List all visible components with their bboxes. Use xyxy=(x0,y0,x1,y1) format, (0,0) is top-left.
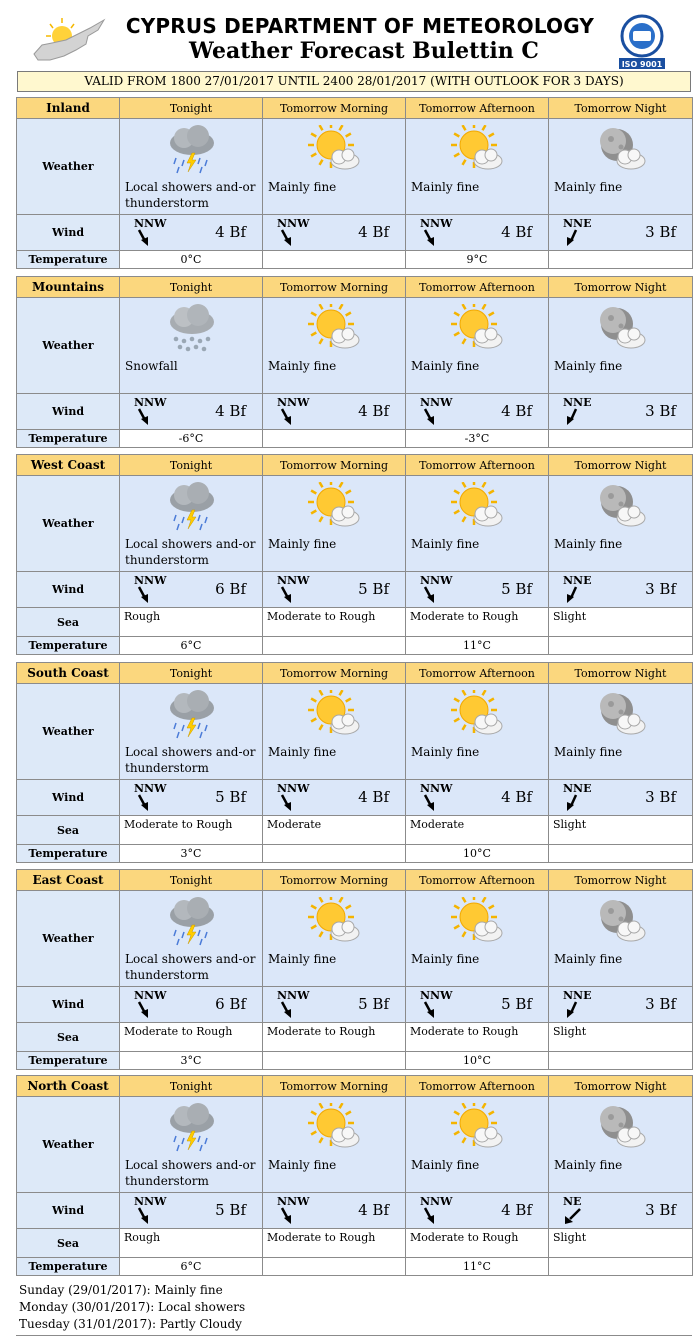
moon-cloud-icon xyxy=(591,690,651,740)
wind-cell xyxy=(406,987,549,1023)
temperature-value: 9°C xyxy=(406,251,549,269)
bulletin-title: Weather Forecast Bulettin C xyxy=(189,38,539,64)
wind-force: 3 Bf xyxy=(645,402,676,420)
weather-description: Mainly fine xyxy=(268,359,337,373)
forecast-table-west-coast xyxy=(16,454,693,655)
temperature-value: 6°C xyxy=(120,637,263,655)
thunder-rain-icon xyxy=(162,897,222,947)
period-header: Tomorrow Afternoon xyxy=(406,1076,549,1097)
period-header: Tonight xyxy=(120,870,263,891)
temperature-label: Temperature xyxy=(17,251,120,269)
weather-description: Mainly fine xyxy=(554,745,623,759)
wind-arrow-icon xyxy=(420,586,440,604)
wind-force: 3 Bf xyxy=(645,788,676,806)
wind-force: 3 Bf xyxy=(645,580,676,598)
wind-direction: NNW xyxy=(420,1195,453,1208)
wind-arrow-icon xyxy=(134,229,154,247)
period-header: Tomorrow Night xyxy=(549,663,693,684)
thunder-rain-icon xyxy=(162,125,222,175)
weather-description: Mainly fine xyxy=(554,180,623,194)
sun-cloud-icon xyxy=(448,1103,508,1153)
region-title: East Coast xyxy=(17,870,120,891)
wind-cell xyxy=(406,1193,549,1229)
outlook-item: Monday (30/01/2017): Local showers xyxy=(19,1300,246,1314)
wind-cell xyxy=(549,1193,693,1229)
period-header: Tomorrow Night xyxy=(549,277,693,298)
sun-cloud-icon xyxy=(448,897,508,947)
wind-arrow-icon xyxy=(277,794,297,812)
weather-description: Mainly fine xyxy=(268,180,337,194)
wind-direction: NNW xyxy=(277,782,310,795)
wind-cell xyxy=(263,572,406,608)
wind-arrow-icon xyxy=(420,1001,440,1019)
weather-label: Weather xyxy=(17,891,120,987)
temperature-value: 10°C xyxy=(406,1052,549,1070)
wind-force: 4 Bf xyxy=(358,788,389,806)
period-header: Tomorrow Morning xyxy=(263,663,406,684)
weather-description: Local showers and-or thunderstorm xyxy=(125,1158,256,1188)
wind-cell xyxy=(406,780,549,816)
weather-description: Mainly fine xyxy=(411,745,480,759)
outlook-list xyxy=(19,1282,245,1333)
moon-cloud-icon xyxy=(591,125,651,175)
weather-description: Mainly fine xyxy=(268,1158,337,1172)
wind-arrow-icon xyxy=(134,408,154,426)
wind-arrow-icon xyxy=(420,1207,440,1225)
forecast-table-east-coast xyxy=(16,869,693,1070)
thunder-rain-icon xyxy=(162,690,222,740)
weather-description: Local showers and-or thunderstorm xyxy=(125,745,256,775)
wind-cell xyxy=(406,215,549,251)
wind-arrow-icon xyxy=(563,586,583,604)
wind-cell xyxy=(120,987,263,1023)
wind-arrow-icon xyxy=(563,408,583,426)
temperature-value xyxy=(263,430,406,448)
sea-state: Moderate to Rough xyxy=(263,608,406,637)
wind-arrow-icon xyxy=(563,229,583,247)
period-header: Tomorrow Afternoon xyxy=(406,870,549,891)
wind-label: Wind xyxy=(17,394,120,430)
wind-force: 4 Bf xyxy=(215,402,246,420)
wind-direction: NNW xyxy=(277,396,310,409)
weather-cell xyxy=(549,119,693,215)
wind-force: 3 Bf xyxy=(645,995,676,1013)
wind-label: Wind xyxy=(17,1193,120,1229)
sea-state: Rough xyxy=(120,1229,263,1258)
wind-arrow-icon xyxy=(134,1207,154,1225)
sea-state: Slight xyxy=(549,608,693,637)
sun-cloud-icon xyxy=(305,1103,365,1153)
weather-cell xyxy=(120,119,263,215)
wind-arrow-icon xyxy=(420,229,440,247)
moon-cloud-icon xyxy=(591,482,651,532)
period-header: Tomorrow Morning xyxy=(263,1076,406,1097)
temperature-label: Temperature xyxy=(17,1052,120,1070)
temperature-label: Temperature xyxy=(17,845,120,863)
wind-direction: NNW xyxy=(420,574,453,587)
wind-arrow-icon xyxy=(134,794,154,812)
temperature-value xyxy=(549,1258,693,1276)
weather-label: Weather xyxy=(17,1097,120,1193)
sun-cloud-icon xyxy=(448,304,508,354)
sun-cloud-icon xyxy=(305,304,365,354)
region-title: West Coast xyxy=(17,455,120,476)
temperature-value xyxy=(263,251,406,269)
temperature-value: 10°C xyxy=(406,845,549,863)
wind-direction: NNE xyxy=(563,574,592,587)
wind-direction: NNE xyxy=(563,782,592,795)
weather-cell xyxy=(120,1097,263,1193)
outlook-item: Tuesday (31/01/2017): Partly Cloudy xyxy=(19,1317,242,1331)
wind-label: Wind xyxy=(17,572,120,608)
weather-cell xyxy=(120,684,263,780)
weather-description: Mainly fine xyxy=(411,1158,480,1172)
temperature-value: 6°C xyxy=(120,1258,263,1276)
iso-certification-logo-icon xyxy=(617,14,667,70)
weather-description: Mainly fine xyxy=(268,537,337,551)
period-header: Tonight xyxy=(120,277,263,298)
wind-arrow-icon xyxy=(134,586,154,604)
sea-state: Slight xyxy=(549,1023,693,1052)
wind-label: Wind xyxy=(17,780,120,816)
temperature-value: -6°C xyxy=(120,430,263,448)
period-header: Tomorrow Afternoon xyxy=(406,277,549,298)
wind-force: 4 Bf xyxy=(501,402,532,420)
snow-icon xyxy=(162,304,222,354)
sea-state: Moderate to Rough xyxy=(263,1229,406,1258)
temperature-value: 11°C xyxy=(406,637,549,655)
period-header: Tonight xyxy=(120,455,263,476)
temperature-value: 3°C xyxy=(120,1052,263,1070)
weather-label: Weather xyxy=(17,119,120,215)
wind-force: 5 Bf xyxy=(501,580,532,598)
period-header: Tomorrow Night xyxy=(549,98,693,119)
sea-state: Slight xyxy=(549,1229,693,1258)
wind-direction: NNW xyxy=(420,782,453,795)
wind-label: Wind xyxy=(17,987,120,1023)
sun-cloud-icon xyxy=(448,125,508,175)
weather-cell xyxy=(263,1097,406,1193)
sea-label: Sea xyxy=(17,1229,120,1258)
period-header: Tomorrow Night xyxy=(549,455,693,476)
wind-arrow-icon xyxy=(563,794,583,812)
wind-force: 5 Bf xyxy=(501,995,532,1013)
thunder-rain-icon xyxy=(162,1103,222,1153)
temperature-value xyxy=(263,845,406,863)
wind-cell xyxy=(263,987,406,1023)
weather-description: Mainly fine xyxy=(268,952,337,966)
sun-cloud-icon xyxy=(305,482,365,532)
period-header: Tomorrow Morning xyxy=(263,870,406,891)
wind-force: 5 Bf xyxy=(358,995,389,1013)
wind-cell xyxy=(120,215,263,251)
wind-direction: NNW xyxy=(134,1195,167,1208)
wind-cell xyxy=(263,394,406,430)
wind-force: 5 Bf xyxy=(215,788,246,806)
weather-cell xyxy=(263,298,406,394)
wind-label: Wind xyxy=(17,215,120,251)
sea-label: Sea xyxy=(17,608,120,637)
wind-arrow-icon xyxy=(420,408,440,426)
sun-cloud-icon xyxy=(448,690,508,740)
wind-cell xyxy=(549,394,693,430)
wind-arrow-icon xyxy=(134,1001,154,1019)
sea-state: Slight xyxy=(549,816,693,845)
weather-cell xyxy=(406,891,549,987)
period-header: Tomorrow Afternoon xyxy=(406,455,549,476)
wind-direction: NNW xyxy=(277,1195,310,1208)
sea-label: Sea xyxy=(17,1023,120,1052)
weather-label: Weather xyxy=(17,298,120,394)
wind-direction: NNW xyxy=(134,574,167,587)
wind-arrow-icon xyxy=(277,1207,297,1225)
weather-label: Weather xyxy=(17,684,120,780)
weather-cell xyxy=(549,298,693,394)
sea-state: Moderate to Rough xyxy=(120,816,263,845)
wind-force: 5 Bf xyxy=(358,580,389,598)
wind-direction: NNW xyxy=(277,989,310,1002)
temperature-value xyxy=(263,637,406,655)
weather-description: Mainly fine xyxy=(411,180,480,194)
iso-label: ISO 9001 xyxy=(621,60,663,69)
wind-cell xyxy=(549,215,693,251)
wind-cell xyxy=(549,780,693,816)
weather-description: Mainly fine xyxy=(411,537,480,551)
region-title: Inland xyxy=(17,98,120,119)
period-header: Tonight xyxy=(120,1076,263,1097)
sea-state: Moderate xyxy=(406,816,549,845)
weather-cell xyxy=(406,298,549,394)
wind-direction: NNW xyxy=(277,574,310,587)
wind-force: 4 Bf xyxy=(215,223,246,241)
weather-cell xyxy=(120,476,263,572)
wind-arrow-icon xyxy=(277,1001,297,1019)
period-header: Tomorrow Morning xyxy=(263,455,406,476)
weather-cell xyxy=(406,684,549,780)
sea-state: Moderate to Rough xyxy=(120,1023,263,1052)
wind-arrow-icon xyxy=(420,794,440,812)
wind-force: 4 Bf xyxy=(501,1201,532,1219)
period-header: Tomorrow Afternoon xyxy=(406,663,549,684)
wind-cell xyxy=(120,394,263,430)
temperature-value xyxy=(549,251,693,269)
period-header: Tomorrow Morning xyxy=(263,98,406,119)
wind-force: 3 Bf xyxy=(645,223,676,241)
wind-cell xyxy=(406,572,549,608)
weather-description: Local showers and-or thunderstorm xyxy=(125,180,256,210)
weather-description: Mainly fine xyxy=(411,952,480,966)
weather-cell xyxy=(263,119,406,215)
thunder-rain-icon xyxy=(162,482,222,532)
wind-direction: NNW xyxy=(134,989,167,1002)
wind-force: 4 Bf xyxy=(358,1201,389,1219)
sun-cloud-icon xyxy=(448,482,508,532)
wind-force: 4 Bf xyxy=(358,223,389,241)
period-header: Tomorrow Night xyxy=(549,870,693,891)
wind-force: 4 Bf xyxy=(501,223,532,241)
temperature-value: 11°C xyxy=(406,1258,549,1276)
wind-force: 4 Bf xyxy=(501,788,532,806)
wind-direction: NNE xyxy=(563,989,592,1002)
weather-cell xyxy=(406,476,549,572)
sea-state: Moderate to Rough xyxy=(406,1229,549,1258)
temperature-label: Temperature xyxy=(17,637,120,655)
weather-cell xyxy=(120,891,263,987)
wind-cell xyxy=(120,780,263,816)
temperature-value xyxy=(549,637,693,655)
forecast-table-south-coast xyxy=(16,662,693,863)
wind-direction: NNW xyxy=(420,396,453,409)
sun-cloud-icon xyxy=(305,125,365,175)
region-title: Mountains xyxy=(17,277,120,298)
wind-cell xyxy=(263,215,406,251)
wind-arrow-icon xyxy=(277,586,297,604)
wind-cell xyxy=(549,987,693,1023)
wind-cell xyxy=(120,572,263,608)
region-title: South Coast xyxy=(17,663,120,684)
weather-description: Snowfall xyxy=(125,359,178,373)
temperature-value xyxy=(263,1258,406,1276)
validity-banner: VALID FROM 1800 27/01/2017 UNTIL 2400 28/01/2017 (WITH OUTLOOK FOR 3 DAYS) xyxy=(17,71,691,92)
weather-cell xyxy=(263,891,406,987)
weather-cell xyxy=(549,1097,693,1193)
weather-description: Mainly fine xyxy=(554,359,623,373)
weather-cell xyxy=(263,476,406,572)
wind-direction: NNW xyxy=(134,782,167,795)
temperature-value xyxy=(549,1052,693,1070)
sea-state: Rough xyxy=(120,608,263,637)
forecast-table-mountains xyxy=(16,276,693,448)
department-title: CYPRUS DEPARTMENT OF METEOROLOGY xyxy=(125,14,595,38)
temperature-value: 3°C xyxy=(120,845,263,863)
weather-description: Mainly fine xyxy=(411,359,480,373)
bottom-divider xyxy=(16,1335,692,1336)
wind-direction: NNW xyxy=(134,396,167,409)
temperature-value: -3°C xyxy=(406,430,549,448)
weather-cell xyxy=(406,1097,549,1193)
wind-force: 5 Bf xyxy=(215,1201,246,1219)
region-title: North Coast xyxy=(17,1076,120,1097)
wind-arrow-icon xyxy=(563,1001,583,1019)
wind-cell xyxy=(549,572,693,608)
wind-cell xyxy=(120,1193,263,1229)
sea-state: Moderate to Rough xyxy=(406,1023,549,1052)
period-header: Tomorrow Night xyxy=(549,1076,693,1097)
wind-direction: NNW xyxy=(277,217,310,230)
wind-force: 6 Bf xyxy=(215,995,246,1013)
period-header: Tomorrow Morning xyxy=(263,277,406,298)
sea-state: Moderate to Rough xyxy=(406,608,549,637)
wind-direction: NNW xyxy=(134,217,167,230)
period-header: Tonight xyxy=(120,663,263,684)
sea-state: Moderate to Rough xyxy=(263,1023,406,1052)
weather-cell xyxy=(549,891,693,987)
weather-description: Local showers and-or thunderstorm xyxy=(125,537,256,567)
weather-description: Mainly fine xyxy=(554,1158,623,1172)
weather-cell xyxy=(263,684,406,780)
period-header: Tomorrow Afternoon xyxy=(406,98,549,119)
temperature-value: 0°C xyxy=(120,251,263,269)
wind-cell xyxy=(263,1193,406,1229)
temperature-value xyxy=(549,845,693,863)
sea-state: Moderate xyxy=(263,816,406,845)
temperature-label: Temperature xyxy=(17,1258,120,1276)
moon-cloud-icon xyxy=(591,897,651,947)
weather-cell xyxy=(549,476,693,572)
sea-label: Sea xyxy=(17,816,120,845)
wind-direction: NNE xyxy=(563,396,592,409)
outlook-item: Sunday (29/01/2017): Mainly fine xyxy=(19,1283,223,1297)
wind-cell xyxy=(263,780,406,816)
weather-description: Mainly fine xyxy=(554,952,623,966)
sun-cloud-icon xyxy=(305,690,365,740)
moon-cloud-icon xyxy=(591,304,651,354)
temperature-value xyxy=(549,430,693,448)
forecast-table-north-coast xyxy=(16,1075,693,1276)
wind-force: 4 Bf xyxy=(358,402,389,420)
weather-cell xyxy=(549,684,693,780)
wind-arrow-icon xyxy=(277,229,297,247)
period-header: Tonight xyxy=(120,98,263,119)
wind-direction: NNW xyxy=(420,989,453,1002)
wind-direction: NNE xyxy=(563,217,592,230)
wind-arrow-icon xyxy=(277,408,297,426)
sun-cloud-icon xyxy=(305,897,365,947)
bulletin-header xyxy=(0,0,700,68)
weather-cell xyxy=(406,119,549,215)
weather-description: Mainly fine xyxy=(554,537,623,551)
wind-force: 3 Bf xyxy=(645,1201,676,1219)
weather-label: Weather xyxy=(17,476,120,572)
moon-cloud-icon xyxy=(591,1103,651,1153)
forecast-table-inland xyxy=(16,97,693,269)
wind-cell xyxy=(406,394,549,430)
weather-cell xyxy=(120,298,263,394)
wind-force: 6 Bf xyxy=(215,580,246,598)
weather-description: Mainly fine xyxy=(268,745,337,759)
temperature-value xyxy=(263,1052,406,1070)
wind-direction: NNW xyxy=(420,217,453,230)
wind-arrow-icon xyxy=(563,1207,583,1225)
temperature-label: Temperature xyxy=(17,430,120,448)
wind-direction: NE xyxy=(563,1195,582,1208)
weather-description: Local showers and-or thunderstorm xyxy=(125,952,256,982)
